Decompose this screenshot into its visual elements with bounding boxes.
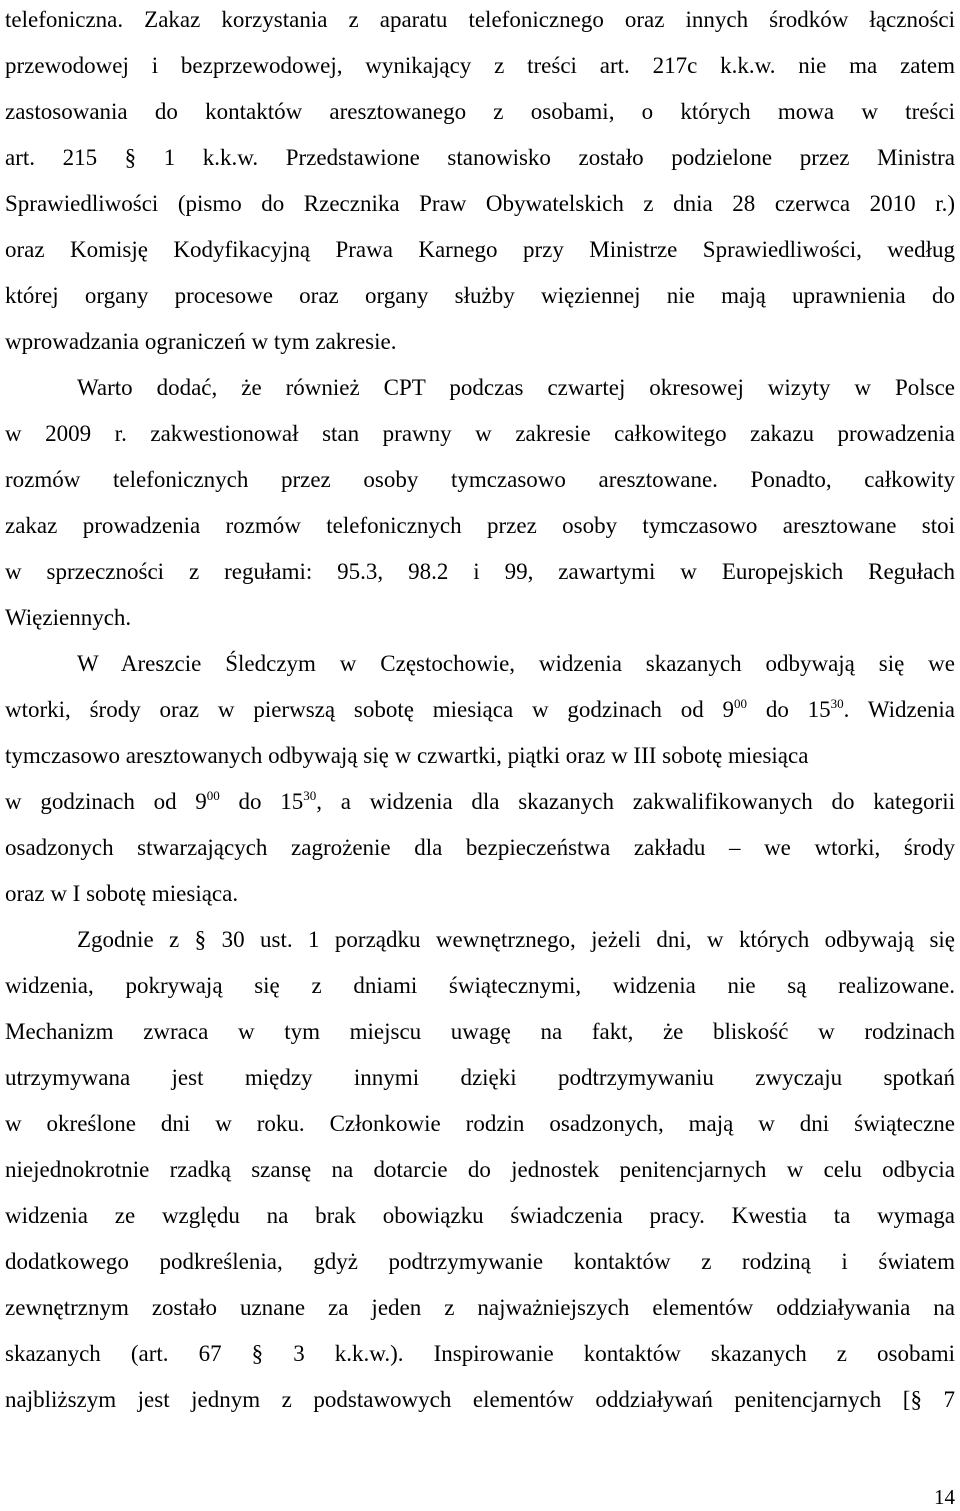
text-line: której organy procesowe oraz organy służby więziennej nie mają uprawnienia do xyxy=(5,283,955,308)
text-line: skazanych (art. 67 § 3 k.k.w.). Inspirowanie kontaktów skazanych z osobami xyxy=(5,1341,955,1366)
page-number: 14 xyxy=(934,1485,955,1509)
text-line: rozmów telefonicznych przez osoby tymczasowo aresztowane. Ponadto, całkowity xyxy=(5,467,955,492)
text-line: utrzymywana jest między innymi dzięki podtrzymywaniu zwyczaju spotkań xyxy=(5,1065,955,1090)
paragraph-first-line: W Areszcie Śledczym w Częstochowie, widzenia skazanych odbywają się we xyxy=(77,651,955,676)
text-line: w sprzeczności z regułami: 95.3, 98.2 i 99, zawartymi w Europejskich Regułach xyxy=(5,559,955,584)
superscript: 00 xyxy=(734,696,748,711)
text-line: najbliższym jest jednym z podstawowych elementów oddziaływań penitencjarnych [§ 7 xyxy=(5,1387,955,1412)
text-line: zastosowania do kontaktów aresztowanego z osobami, o których mowa w treści xyxy=(5,99,955,124)
text-segment: do 15 xyxy=(747,697,831,722)
text-line: zewnętrznym zostało uznane za jeden z najważniejszych elementów oddziaływania na xyxy=(5,1295,955,1320)
text-line: osadzonych stwarzających zagrożenie dla bezpieczeństwa zakładu – we wtorki, środy xyxy=(5,835,955,860)
superscript: 00 xyxy=(206,788,220,803)
text-line: w określone dni w roku. Członkowie rodzin osadzonych, mają w dni świąteczne xyxy=(5,1111,955,1136)
text-line: widzenia ze względu na brak obowiązku świadczenia pracy. Kwestia ta wymaga xyxy=(5,1203,955,1228)
text-line: oraz Komisję Kodyfikacyjną Prawa Karnego przy Ministrze Sprawiedliwości, według xyxy=(5,237,955,262)
paragraph-first-line: Warto dodać, że również CPT podczas czwartej okresowej wizyty w Polsce xyxy=(77,375,955,400)
text-line: widzenia, pokrywają się z dniami świątecznymi, widzenia nie są realizowane. xyxy=(5,973,955,998)
text-segment: , a widzenia dla skazanych zakwalifikowanych do kategorii xyxy=(316,789,955,814)
text-line: wprowadzania ograniczeń w tym zakresie. xyxy=(5,329,397,354)
text-line: niejednokrotnie rzadką szansę na dotarcie do jednostek penitencjarnych w celu odbycia xyxy=(5,1157,955,1182)
text-line: dodatkowego podkreślenia, gdyż podtrzymywanie kontaktów z rodziną i światem xyxy=(5,1249,955,1274)
text-line: oraz w I sobotę miesiąca. xyxy=(5,881,239,906)
text-line: telefoniczna. Zakaz korzystania z aparatu telefonicznego oraz innych środków łączności xyxy=(5,7,955,32)
text-line: w 2009 r. zakwestionował stan prawny w zakresie całkowitego zakazu prowadzenia xyxy=(5,421,955,446)
text-line: zakaz prowadzenia rozmów telefonicznych przez osoby tymczasowo aresztowane stoi xyxy=(5,513,955,538)
text-line: Sprawiedliwości (pismo do Rzecznika Praw Obywatelskich z dnia 28 czerwca 2010 r.) xyxy=(5,191,955,216)
text-line: tymczasowo aresztowanych odbywają się w czwartki, piątki oraz w III sobotę miesiąca xyxy=(5,743,809,768)
text-segment: . Widzenia xyxy=(843,697,955,722)
text-line xyxy=(5,787,955,817)
superscript: 30 xyxy=(303,788,317,803)
text-line: art. 215 § 1 k.k.w. Przedstawione stanowisko zostało podzielone przez Ministra xyxy=(5,145,955,170)
text-line: przewodowej i bezprzewodowej, wynikający z treści art. 217c k.k.w. nie ma zatem xyxy=(5,53,955,78)
paragraph-first-line: Zgodnie z § 30 ust. 1 porządku wewnętrznego, jeżeli dni, w których odbywają się xyxy=(77,927,955,952)
text-line: Mechanizm zwraca w tym miejscu uwagę na fakt, że bliskość w rodzinach xyxy=(5,1019,955,1044)
text-segment: do 15 xyxy=(219,789,304,814)
superscript: 30 xyxy=(830,696,844,711)
text-line xyxy=(5,695,955,725)
text-line: Więziennych. xyxy=(5,605,132,630)
text-segment: wtorki, środy oraz w pierwszą sobotę miesiąca w godzinach od 9 xyxy=(5,697,735,722)
text-segment: w godzinach od 9 xyxy=(5,789,207,814)
